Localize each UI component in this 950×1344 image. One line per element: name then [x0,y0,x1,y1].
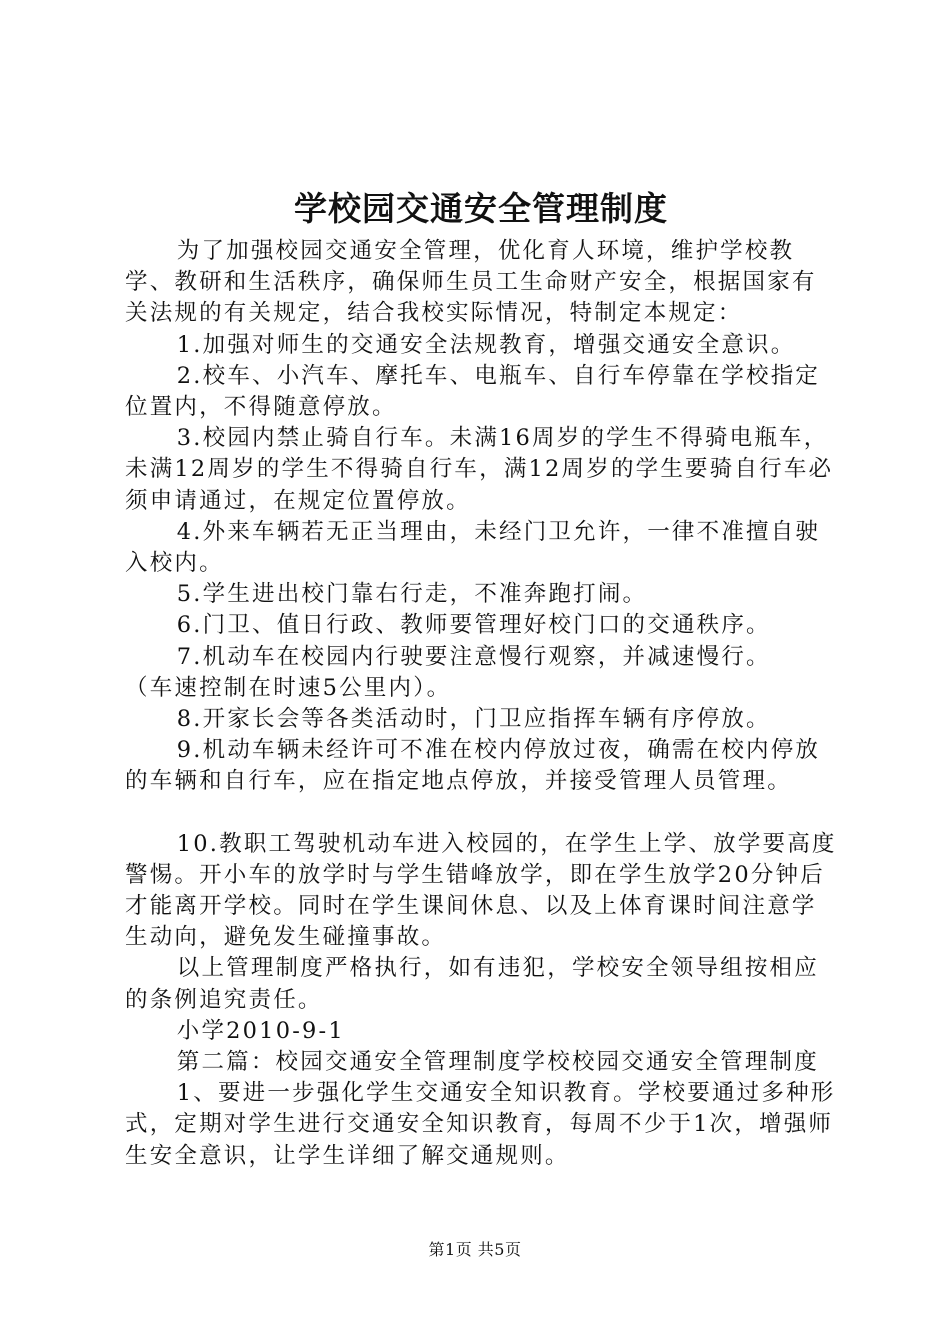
rule-8: 8.开家长会等各类活动时，门卫应指挥车辆有序停放。 [176,706,771,733]
rule-4: 4.外来车辆若无正当理由，未经门卫允许，一律不准擅自驶入校内。 [125,518,821,577]
rule-7-note: （车速控制在时速5公里内）。 [125,674,452,701]
document-page [125,186,837,1172]
signature-date: 小学2010-9-1 [176,1017,345,1044]
intro-paragraph: 为了加强校园交通安全管理，优化育人环境，维护学校教学、教研和生活秩序，确保师生员工生命财产安全，根据国家有关法规的有关规定，结合我校实际情况，特制定本规定： [125,238,817,327]
rule-5: 5.学生进出校门靠右行走，不准奔跑打闹。 [176,581,648,608]
rule-10: 10.教职工驾驶机动车进入校园的，在学生上学、放学要高度警惕。开小车的放学时与学生错峰放学，即在学生放学20分钟后才能离开学校。同时在学生课间休息、以及上体育课时间注意学生动向，避免发生碰撞事故。 [125,830,837,951]
closing-paragraph: 以上管理制度严格执行，如有违犯，学校安全领导组按相应的条例追究责任。 [125,955,819,1013]
rule-9: 9.机动车辆未经许可不准在校内停放过夜，确需在校内停放的车辆和自行车，应在指定地点停放，并接受管理人员管理。 [125,737,821,795]
page-footer: 第1页 共5页 [428,1240,522,1259]
rule-6: 6.门卫、值日行政、教师要管理好校门口的交通秩序。 [176,612,771,639]
document-title: 学校园交通安全管理制度 [294,189,668,228]
rule-3: 3.校园内禁止骑自行车。未满16周岁的学生不得骑电瓶车，未满12周岁的学生不得骑自行车，满12周岁的学生要骑自行车必须申请通过，在规定位置停放。 [125,425,834,514]
rule-7: 7.机动车在校园内行驶要注意慢行观察，并减速慢行。 [176,643,771,670]
rule-2: 2.校车、小汽车、摩托车、电瓶车、自行车停靠在学校指定位置内，不得随意停放。 [125,362,821,421]
section-two-heading: 第二篇：校园交通安全管理制度学校校园交通安全管理制度 [176,1049,819,1076]
section-two-item-1: 1、要进一步强化学生交通安全知识教育。学校要通过多种形式，定期对学生进行交通安全知识教育，每周不少于1次，增强师生安全意识，让学生详细了解交通规则。 [125,1080,836,1169]
rule-1: 1.加强对师生的交通安全法规教育，增强交通安全意识。 [176,331,796,358]
paragraph-gap [125,798,837,829]
